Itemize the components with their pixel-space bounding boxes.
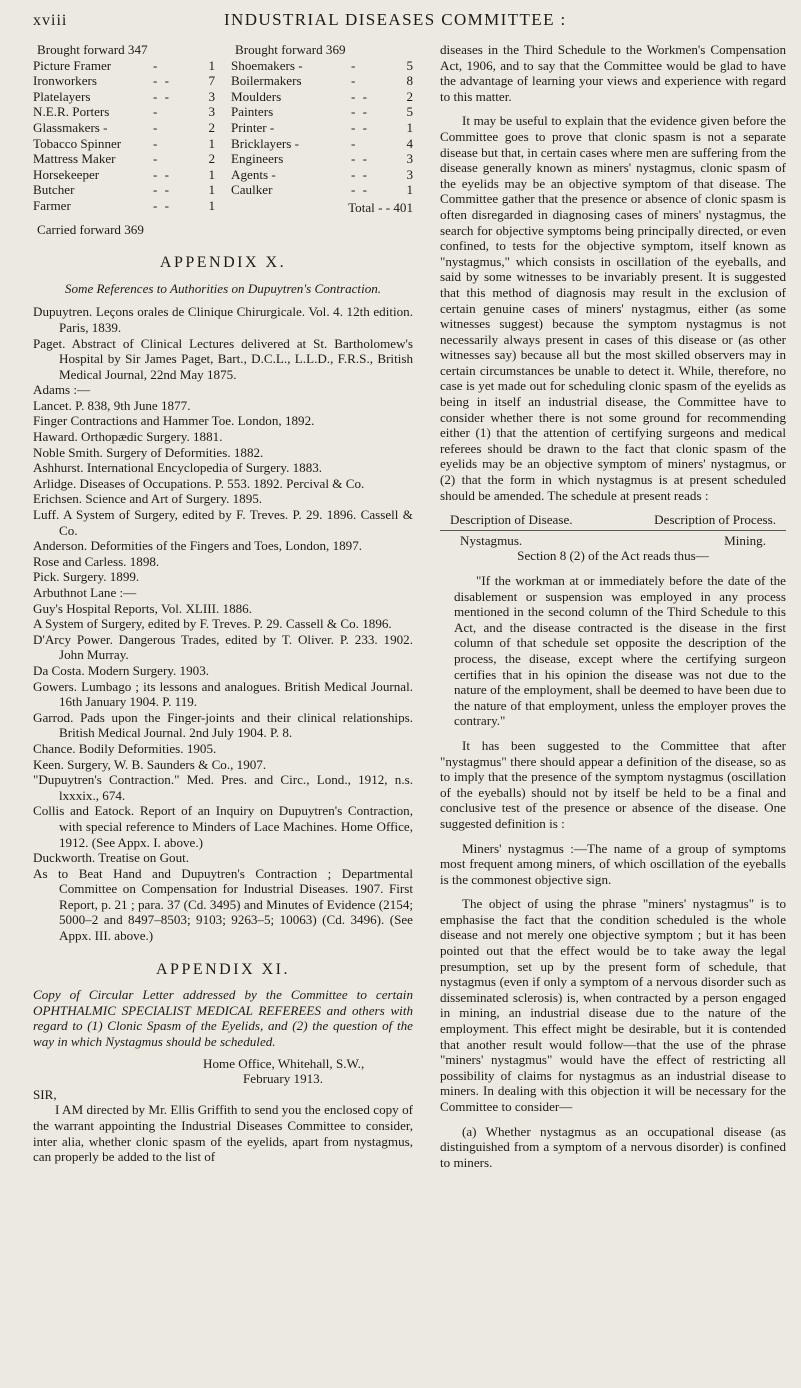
reference-entry: Paget. Abstract of Clinical Lectures delivered at St. Bartholomew's Hospital by Sir James Paget, Bart., D.C.L., L.L.D., F.R.S., British Medical Journal, 22nd May 1875. <box>33 335 413 382</box>
occupation-dashes: - <box>153 104 160 120</box>
reference-entry: Pick. Surgery. 1899. <box>33 569 140 585</box>
occupation-list-right <box>231 42 413 237</box>
reference-entry: Duckworth. Treatise on Gout. <box>33 850 190 866</box>
occupation-row <box>231 104 413 120</box>
reference-entry: Gowers. Lumbago ; its lessons and analogues. British Medical Journal. 16th January 1904. P. 119. <box>33 678 413 710</box>
occupation-row <box>231 89 413 105</box>
paragraph-3: It has been suggested to the Committee that after "nystagmus" there should appear a definition of the disease, so as to imply that the presence of the symptom nystagmus (oscillation of the eyeballs) should not by itself be held to be a final and conclusive test of the presence or absence of the disease. One suggested definition is : <box>440 737 786 831</box>
occupation-count: 2 <box>208 151 215 167</box>
occupation-dashes: - <box>153 151 160 167</box>
occupation-name: Ironworkers <box>33 73 97 89</box>
appendix-xi-heading: APPENDIX XI. <box>156 960 290 978</box>
reference-entry: Dupuytren. Leçons orales de Clinique Chirurgicale. Vol. 4. 12th edition. Paris, 1839. <box>33 304 413 335</box>
occupation-count: 1 <box>208 57 215 73</box>
occupation-name: Shoemakers - <box>231 57 303 73</box>
occupation-name: Painters <box>231 104 274 120</box>
appendix-x-heading: APPENDIX X. <box>159 254 287 272</box>
occupation-row <box>33 167 215 183</box>
occupation-count-table <box>33 42 413 237</box>
occupation-row <box>33 120 215 136</box>
table-disease: Nystagmus. <box>460 532 523 548</box>
occupation-row <box>33 58 215 74</box>
occupation-name: Agents - <box>231 166 276 182</box>
running-title: INDUSTRIAL DISEASES COMMITTEE : <box>224 10 567 29</box>
reference-entry: Da Costa. Modern Surgery. 1903. <box>33 662 210 678</box>
occupation-name: Farmer <box>33 197 71 213</box>
occupation-row <box>231 120 413 136</box>
occupation-dashes: - - <box>153 88 171 104</box>
occupation-dashes: - <box>351 57 358 73</box>
occupation-row <box>33 151 215 167</box>
occupation-count: 8 <box>406 73 413 89</box>
occupation-dashes: - <box>153 119 160 135</box>
occupation-dashes: - - <box>351 88 369 104</box>
occupation-name: N.E.R. Porters <box>33 104 110 120</box>
occupation-count: 1 <box>208 166 215 182</box>
occupation-count: 4 <box>406 135 413 151</box>
reference-entry: Collis and Eatock. Report of an Inquiry on Dupuytren's Contraction, with special reference to Minders of Lace Machines. Home Office, 1912. (See Appx. I. above.) <box>33 803 413 850</box>
reference-entry: Luff. A System of Surgery, edited by F. Treves. P. 29. 1896. Cassell & Co. <box>33 507 413 538</box>
occupation-dashes: - - <box>351 166 369 182</box>
occupation-name: Platelayers <box>33 88 91 104</box>
section-reference: Section 8 (2) of the Act reads thus— <box>517 548 709 564</box>
occupation-row <box>33 136 215 152</box>
occupation-count: 5 <box>406 104 413 120</box>
reference-entry: Keen. Surgery, W. B. Saunders & Co., 1907. <box>33 756 267 772</box>
occupation-name: Tobacco Spinner <box>33 135 122 151</box>
occupation-rows-right <box>231 58 413 198</box>
paragraph-2: It may be useful to explain that the evidence given before the Committee goes to prove that clonic spasm is not a separate disease but that, in certain cases where men are suffering from the disease generally known as miners' nystagmus, clonic spasm of the eyelids may be an objective symptom of that disease. The Committee gather that the presence or absence of clonic spasm is often disregarded in diagnosing cases of miners' nystagmus, the search for objective symptoms being principally directed, or even confined, to tests for the objective symptom, itself known as "nystagmus," which consists in oscillation of the eyeballs, and said by some witnesses to be invariably present. It is suggested that this method of diagnosis may result in the exclusion of certain genuine cases of miners' nystagmus, either (as some witnesses suggest) because the symptom nystagmus is not necessarily always present in cases of this disease or (as other witnesses say) because all but the most skilled observers may in certain circumstances be unable to detect it. While, therefore, no case is yet made out for scheduling clonic spasm of the eyelids as being in itself an industrial disease, the Committee have to consider whether there is not some ground for recommending either (1) that the attention of certifying surgeons and medical referees should be drawn to the fact that clonic spasm of the eyelids may be an objective symptom of miners' nystagmus, or (2) that the form in which nystagmus is at present scheduled should be amended. The schedule at present reads : <box>440 113 786 503</box>
occupation-count: 3 <box>208 88 215 104</box>
total-line: Total - - 401 <box>348 199 413 215</box>
occupation-name: Horsekeeper <box>33 166 100 182</box>
occupation-dashes: - - <box>351 182 369 198</box>
occupation-count: 1 <box>406 119 413 135</box>
reference-entry: As to Beat Hand and Dupuytren's Contraction ; Departmental Committee on Compensation for Industrial Diseases. 1907. First Report, p. 21 ; para. 37 (Cd. 3495) and Minutes of Evidence (2154; 5000–2 and 8497–8503; 9103; 9263–5; 10063) (Cd. 3496). (See Appx. III. above.) <box>33 865 413 944</box>
occupation-dashes: - <box>153 57 160 73</box>
occupation-dashes: - - <box>153 197 171 213</box>
occupation-count: 3 <box>406 151 413 167</box>
schedule-table-header <box>440 512 786 530</box>
act-quotation: "If the workman at or immediately before the date of the disablement or suspension was employed in any process mentioned in the second column of the Third Schedule to this Act, and the disease contracted is the disease in the first column of that schedule set opposite the description of the process, the disease, except where the certifying surgeon certifies that in his opinion the disease was not due to the nature of the employment, shall be deemed to have been due to the nature of that employment, unless the employer proves the contrary." <box>454 573 786 729</box>
reference-entry: Arlidge. Diseases of Occupations. P. 553. 1892. Percival & Co. <box>33 475 365 491</box>
reference-entry: Arbuthnot Lane :— <box>33 585 137 600</box>
occupation-count: 1 <box>406 182 413 198</box>
occupation-count: 3 <box>208 104 215 120</box>
occupation-name: Caulker <box>231 182 273 198</box>
occupation-row <box>231 151 413 167</box>
reference-entry: Anderson. Deformities of the Fingers and Toes, London, 1897. <box>33 538 363 554</box>
occupation-name: Boilermakers <box>231 73 302 89</box>
occupation-dashes: - - <box>153 182 171 198</box>
occupation-row <box>33 198 215 214</box>
occupation-name: Moulders <box>231 88 282 104</box>
right-column <box>440 42 786 1170</box>
reference-entry: Garrod. Pads upon the Finger-joints and their clinical relationships. British Medical Journal. 2nd July 1904. P. 8. <box>33 709 413 741</box>
occupation-count: 1 <box>208 197 215 213</box>
occupation-count: 7 <box>208 73 215 89</box>
occupation-dashes: - - <box>351 119 369 135</box>
occupation-name: Engineers <box>231 151 284 167</box>
occupation-row <box>231 182 413 198</box>
occupation-dashes: - - <box>351 104 369 120</box>
paragraph-4: The object of using the phrase "miners' nystagmus" is to emphasise the fact that the condition scheduled is the whole disease and not merely one objective symptom ; but it has been pointed out that the effect would be to take away the legal presumption, set up by the present form of schedule, that nystagmus (even if only a symptom of a nervous disorder such as disseminated sclerosis) is, when contracted by a person engaged in mining, an industrial disease due to the nature of the employment. This effect might be desirable, but it is contended that another result would follow—that the use of the phrase "miners' nystagmus" would have the effect of restricting all possibility of claims for nystagmus as an industrial disease to miners. In dealing with this objection it will be necessary for the Committee to consider— <box>440 896 786 1114</box>
occupation-row <box>231 58 413 74</box>
occupation-name: Bricklayers - <box>231 135 299 151</box>
table-process: Mining. <box>724 532 766 548</box>
occupation-dashes: - - <box>351 151 369 167</box>
carried-forward: Carried forward 369 <box>37 221 144 237</box>
occupation-name: Mattress Maker <box>33 151 116 167</box>
occupation-name: Picture Framer <box>33 57 112 73</box>
occupation-dashes: - <box>153 135 160 151</box>
paragraph-1: diseases in the Third Schedule to the Workmen's Compensation Act, 1906, and to say that the Committee would be glad to have the advantage of learning your views and experience with regard to this matter. <box>440 42 786 104</box>
occupation-list-left <box>33 42 215 237</box>
reference-entry: Rose and Carless. 1898. <box>33 553 160 569</box>
occupation-count: 5 <box>406 57 413 73</box>
occupation-row <box>33 182 215 198</box>
occupation-dashes: - - <box>153 166 171 182</box>
reference-entry: "Dupuytren's Contraction." Med. Pres. and Circ., Lond., 1912, n.s. lxxxix., 674. <box>33 772 413 803</box>
letter-address: Home Office, Whitehall, S.W., <box>203 1055 365 1071</box>
appendix-x-subtitle: Some References to Authorities on Dupuytren's Contraction. <box>64 280 382 296</box>
reference-entry: Chance. Bodily Deformities. 1905. <box>33 740 217 756</box>
reference-entry: Lancet. P. 838, 9th June 1877. <box>33 397 191 413</box>
occupation-row <box>33 104 215 120</box>
reference-list <box>33 304 413 943</box>
occupation-count: 1 <box>208 182 215 198</box>
reference-entry: Adams :— <box>33 382 91 398</box>
table-head-process: Description of Process. <box>654 512 776 528</box>
reference-entry: Erichsen. Science and Art of Surgery. 1895. <box>33 491 263 507</box>
brought-forward-left: Brought forward 347 <box>37 42 148 57</box>
occupation-count: 2 <box>208 119 215 135</box>
circular-letter-intro: Copy of Circular Letter addressed by the Committee to certain OPHTHALMIC SPECIALIST MEDICAL REFEREES and others with regard to (1) Clonic Spasm of the Eyelids, and (2) the question of the way in which Nystagmus should be scheduled. <box>33 987 413 1050</box>
occupation-row <box>33 73 215 89</box>
suggested-definition: Miners' nystagmus :—The name of a group of symptoms most frequent among miners, of which oscillation of the eyeballs is the commonest objective sign. <box>440 840 786 887</box>
reference-entry: Finger Contractions and Hammer Toe. London, 1892. <box>33 413 315 429</box>
occupation-name: Glassmakers - <box>33 119 108 135</box>
occupation-row <box>33 89 215 105</box>
table-head-disease: Description of Disease. <box>450 512 573 528</box>
occupation-dashes: - <box>351 135 358 151</box>
occupation-dashes: - - <box>153 73 171 89</box>
reference-entry: Noble Smith. Surgery of Deformities. 1882. <box>33 444 264 460</box>
page-header <box>0 8 801 32</box>
occupation-row <box>231 167 413 183</box>
schedule-table-row <box>440 530 786 549</box>
page-number: xviii <box>33 12 68 29</box>
letter-body: I AM directed by Mr. Ellis Griffith to send you the enclosed copy of the warrant appointing the Industrial Diseases Committee to consider, inter alia, whether clonic spasm of the eyelids, apart from nystagmus, can properly be added to the list of <box>33 1102 413 1165</box>
left-column <box>33 42 413 1165</box>
reference-entry: Haward. Orthopædic Surgery. 1881. <box>33 429 223 445</box>
letter-date: February 1913. <box>243 1071 324 1087</box>
occupation-name: Printer - <box>231 119 275 135</box>
brought-forward-right: Brought forward 369 <box>235 42 346 57</box>
occupation-row <box>231 73 413 89</box>
occupation-count: 1 <box>208 135 215 151</box>
reference-entry: Guy's Hospital Reports, Vol. XLIII. 1886. <box>33 600 253 616</box>
occupation-count: 2 <box>406 88 413 104</box>
reference-entry: Ashhurst. International Encyclopedia of Surgery. 1883. <box>33 460 323 476</box>
occupation-row <box>231 136 413 152</box>
reference-entry: D'Arcy Power. Dangerous Trades, edited by T. Oliver. P. 233. 1902. John Murray. <box>33 631 413 663</box>
occupation-name: Butcher <box>33 182 75 198</box>
occupation-dashes: - <box>351 73 358 89</box>
occupation-rows-left <box>33 58 215 214</box>
paragraph-5: (a) Whether nystagmus as an occupational disease (as distinguished from a symptom of a nervous disorder) is confined to miners. <box>440 1123 786 1170</box>
occupation-count: 3 <box>406 166 413 182</box>
reference-entry: A System of Surgery, edited by F. Treves. P. 29. Cassell & Co. 1896. <box>33 616 392 632</box>
letter-salutation: SIR, <box>33 1086 57 1102</box>
